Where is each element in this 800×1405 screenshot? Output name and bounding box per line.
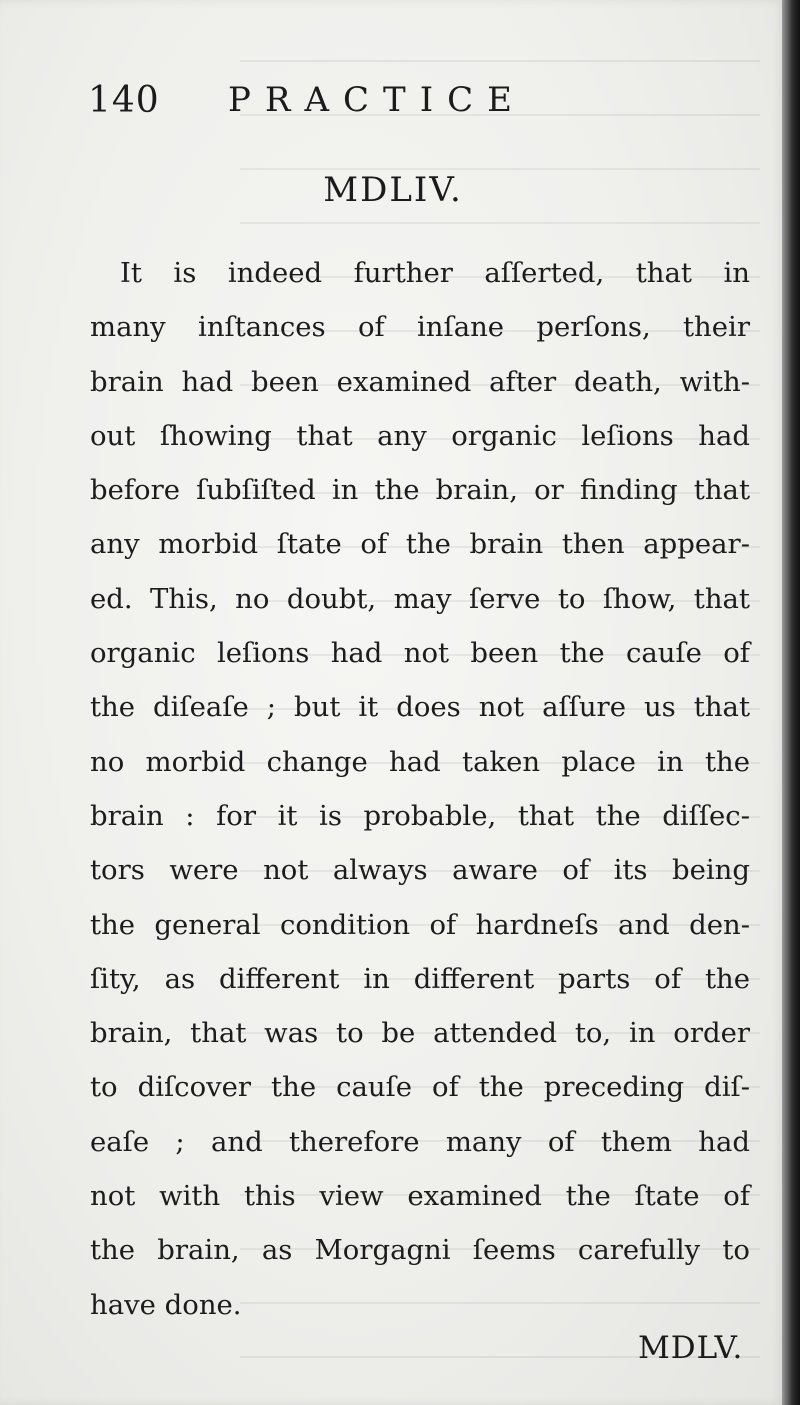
text-line: the brain, as Morgagni ſeems carefully to (90, 1234, 750, 1267)
text-line: many inſtances of inſane perſons, their (90, 311, 750, 344)
running-head (88, 76, 648, 126)
text-line: out ſhowing that any organic leſions had (90, 419, 750, 452)
section-heading: MDLIV. (323, 170, 463, 210)
text-line: It is indeed further aſſerted, that in (120, 257, 750, 289)
body-paragraph (90, 246, 750, 1332)
text-line: brain : for it is probable, that the diſſec- (90, 799, 750, 832)
text-line: ſity, as different in different parts of the (90, 962, 750, 995)
text-line: the diſeaſe ; but it does not aſſure us that (90, 691, 750, 724)
text-line: to diſcover the cauſe of the preceding diſ- (90, 1071, 750, 1104)
page-number: 140 (88, 80, 160, 121)
text-line: no morbid change had taken place in the (90, 745, 750, 778)
text-line: eaſe ; and therefore many of them had (90, 1125, 750, 1158)
text-line: tors were not always aware of its being (90, 854, 750, 887)
text-line: before ſubſiſted in the brain, or finding that (90, 474, 750, 507)
text-line: the general condition of hardneſs and den- (90, 908, 750, 941)
text-line: brain, that was to be attended to, in order (90, 1017, 750, 1050)
text-line: any morbid ſtate of the brain then appear- (90, 528, 750, 561)
running-title: PRACTICE (228, 80, 526, 120)
book-spine-edge (782, 0, 800, 1405)
text-line: organic leſions had not been the cauſe of (90, 637, 750, 670)
text-line: brain had been examined after death, with- (90, 365, 750, 398)
catchword: MDLV. (638, 1330, 744, 1366)
text-line: not with this view examined the ſtate of (90, 1180, 750, 1213)
text-line: have done. (90, 1288, 242, 1321)
text-line: ed. This, no doubt, may ſerve to ſhow, that (90, 582, 750, 615)
